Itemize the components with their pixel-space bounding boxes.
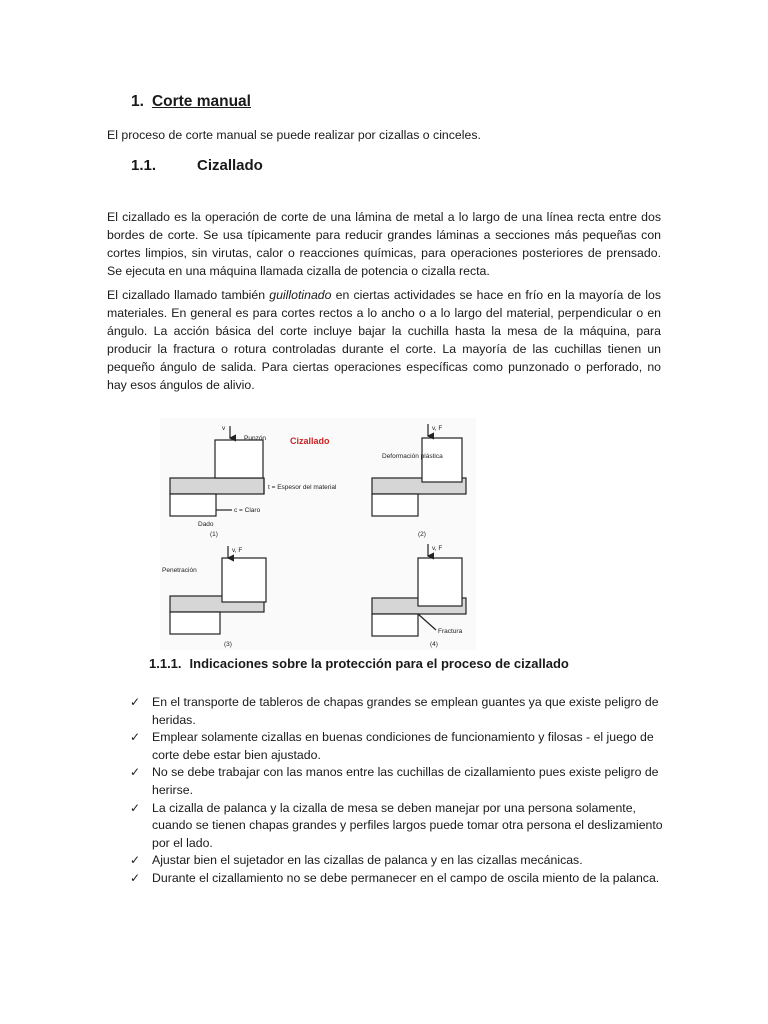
- die-4: [372, 614, 418, 636]
- checkmark-icon: ✓: [130, 695, 141, 709]
- list-item-text: En el transporte de tableros de chapas grandes se emplean guantes ya que existe peligro de heridas.: [152, 695, 659, 727]
- list-item-text: Durante el cizallamiento no se debe permanecer en el campo de oscila miento de la palanca.: [152, 870, 660, 885]
- checkmark-icon: ✓: [130, 870, 141, 885]
- subsection-number: 1.1.: [131, 157, 157, 174]
- label-punzon: Punzón: [244, 435, 267, 442]
- punch-4: [418, 558, 462, 606]
- list-item-text: La cizalla de palanca y la cizalla de mesa se deben manejar por una persona solamente, cuando se tienen chapas grandes y perfiles largos puede tomar otra persona el deslizamiento por el lado.: [152, 800, 663, 850]
- paragraph-cizallado-definition: El cizallado es la operación de corte de una lámina de metal a lo largo de una línea recta entre dos bordes de corte. Se usa típicamente para reducir grandes láminas a secciones más pequeñas con cortes limpios, sin virutas, calor o reacciones químicas, para operaciones posteriores de prensado. Se ejecuta en una máquina llamada cizalla de potencia o cizalla recta.: [107, 210, 661, 278]
- label-vf-3: v, F: [232, 547, 243, 554]
- list-item-text: No se debe trabajar con las manos entre las cuchillas de cizallamiento pues existe peligro de herirse.: [152, 765, 659, 797]
- die-2: [372, 494, 418, 516]
- fracture-leader: [418, 614, 436, 630]
- punch-3: [222, 558, 266, 602]
- list-item: [130, 852, 670, 870]
- safety-checklist: [130, 694, 670, 888]
- label-vf-4: v, F: [432, 545, 443, 552]
- label-deformacion: Deformación plástica: [382, 453, 443, 460]
- paragraph-guillotinado: [107, 286, 661, 394]
- label-vf-2: v, F: [432, 425, 443, 432]
- checkmark-icon: ✓: [130, 765, 141, 780]
- die-1: [170, 494, 216, 516]
- checkmark-icon: ✓: [130, 800, 141, 815]
- section-number: 1.: [131, 93, 144, 110]
- list-item: [130, 694, 670, 729]
- list-item: [130, 729, 670, 764]
- section-heading: [131, 93, 251, 111]
- subsection-heading: [131, 157, 263, 174]
- step-1: (1): [210, 531, 218, 538]
- paragraph-text-end: en ciertas actividades se hace en frío en la mayoría de los materiales. En general es para cortes rectos a lo ancho o a lo largo del material, perpendicular o en ángulo. La acción básica del corte incluye bajar la cuchilla hasta la mesa de la máquina, para producir la fractura o rotura controladas durante el corte. La mayoría de las cuchillas tienen un pequeño ángulo de salida. Para ciertas operaciones específicas como punzonado o perforado, no hay esos ángulos de alivio.: [107, 288, 661, 392]
- step-4: (4): [430, 641, 438, 648]
- label-espesor: t = Espesor del material: [268, 484, 337, 491]
- step-3: (3): [224, 641, 232, 648]
- checkmark-icon: ✓: [130, 853, 141, 868]
- sheet-1: [170, 478, 264, 494]
- subsubsection-heading: [149, 656, 569, 671]
- label-fractura: Fractura: [438, 628, 463, 635]
- label-penetracion: Penetración: [162, 567, 197, 574]
- punch-2: [422, 438, 462, 482]
- subsubsection-title: Indicaciones sobre la protección para el proceso de cizallado: [189, 656, 569, 671]
- paragraph-text-start: El cizallado llamado también: [107, 288, 270, 302]
- label-claro: c = Claro: [234, 507, 261, 514]
- subsection-title: Cizallado: [197, 157, 263, 174]
- section-title: Corte manual: [151, 93, 251, 110]
- list-item-text: Emplear solamente cizallas en buenas condiciones de funcionamiento y filosas - el juego de corte debe estar bien ajustado.: [152, 730, 654, 762]
- list-item: [130, 764, 670, 799]
- shearing-diagram-svg: [160, 418, 476, 650]
- punch-1: [215, 440, 263, 478]
- figure-title: Cizallado: [290, 436, 330, 446]
- subsubsection-number: 1.1.1.: [149, 656, 182, 671]
- list-item: [130, 870, 670, 888]
- list-item-text: Ajustar bien el sujetador en las cizallas de palanca y en las cizallas mecánicas.: [152, 853, 583, 868]
- shearing-diagram: [160, 418, 476, 650]
- label-dado: Dado: [198, 521, 214, 528]
- step-2: (2): [418, 531, 426, 538]
- intro-paragraph: El proceso de corte manual se puede realizar por cizallas o cinceles.: [107, 128, 481, 142]
- label-v: v: [222, 425, 226, 432]
- italic-term: guillotinado: [269, 288, 332, 302]
- checkmark-icon: ✓: [130, 730, 141, 745]
- die-3: [170, 612, 220, 634]
- list-item: [130, 800, 670, 853]
